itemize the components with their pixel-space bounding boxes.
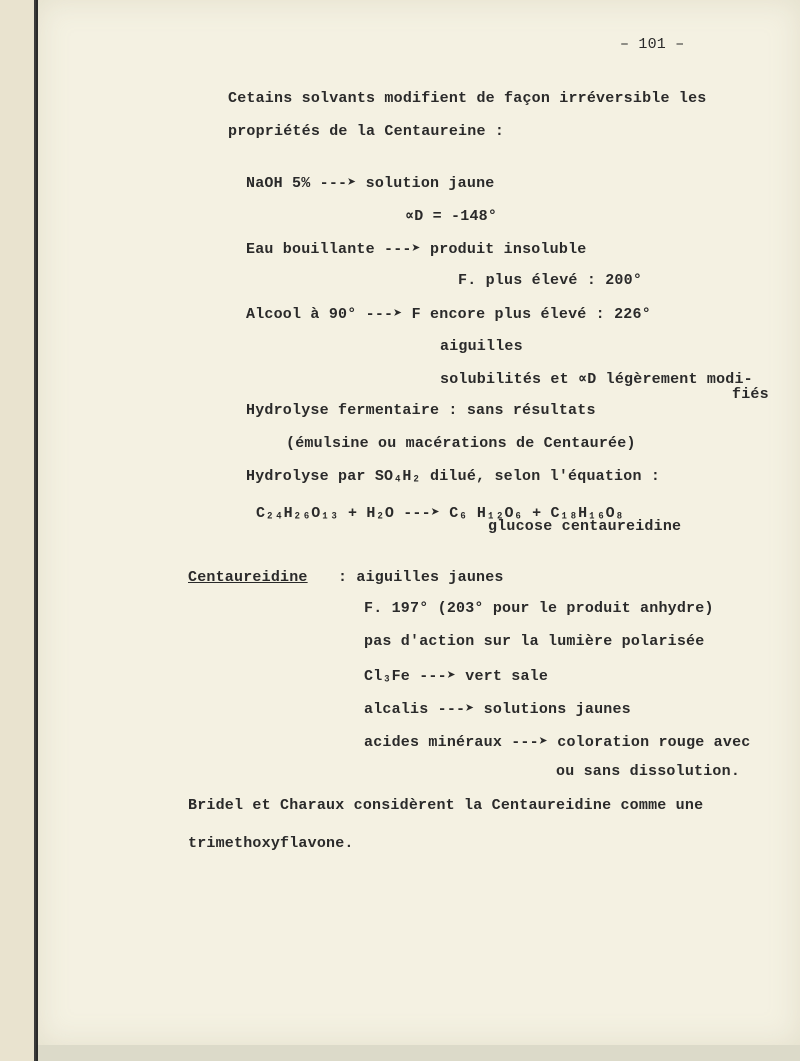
text-line: solubilités et ∝D légèrement modi- — [440, 371, 753, 388]
text-line: (émulsine ou macérations de Centaurée) — [286, 435, 636, 452]
text-line: fiés — [732, 386, 769, 403]
text-line: : aiguilles jaunes — [338, 569, 504, 586]
equation-line: C₂₄H₂₆O₁₃ + H₂O ---➤ C₆ H₁₂O₆ + C₁₈H₁₆O₈ — [256, 505, 625, 522]
text-line: alcalis ---➤ solutions jaunes — [364, 701, 631, 718]
text-line: F. 197° (203° pour le produit anhydre) — [364, 600, 714, 617]
text-line: ∝D = -148° — [405, 208, 498, 225]
page-number: – 101 – — [620, 36, 685, 53]
text-line: Cetains solvants modifient de façon irréversible les — [228, 90, 707, 107]
text-line: aiguilles — [440, 338, 523, 355]
document-page — [38, 0, 800, 1045]
text-line: Bridel et Charaux considèrent la Centaureidine comme une — [188, 797, 704, 814]
equation-labels: glucose centaureidine — [488, 518, 682, 535]
text-line: Alcool à 90° ---➤ F encore plus élevé : 226° — [246, 306, 651, 323]
text-line: trimethoxyflavone. — [188, 835, 354, 852]
text-line: ou sans dissolution. — [556, 763, 741, 780]
text-line: Hydrolyse fermentaire : sans résultats — [246, 402, 596, 419]
text-line: acides minéraux ---➤ coloration rouge avec — [364, 734, 751, 751]
text-line: pas d'action sur la lumière polarisée — [364, 633, 705, 650]
text-line: Hydrolyse par SO₄H₂ dilué, selon l'équation : — [246, 468, 661, 485]
text-line: F. plus élevé : 200° — [458, 272, 643, 289]
page-underlay — [38, 1045, 800, 1061]
binder-edge — [0, 0, 36, 1061]
text-line: propriétés de la Centaureine : — [228, 123, 505, 140]
text-line: Eau bouillante ---➤ produit insoluble — [246, 241, 587, 258]
text-line: Cl₃Fe ---➤ vert sale — [364, 668, 549, 685]
section-heading: Centaureidine — [188, 569, 308, 586]
text-line: NaOH 5% ---➤ solution jaune — [246, 175, 495, 192]
